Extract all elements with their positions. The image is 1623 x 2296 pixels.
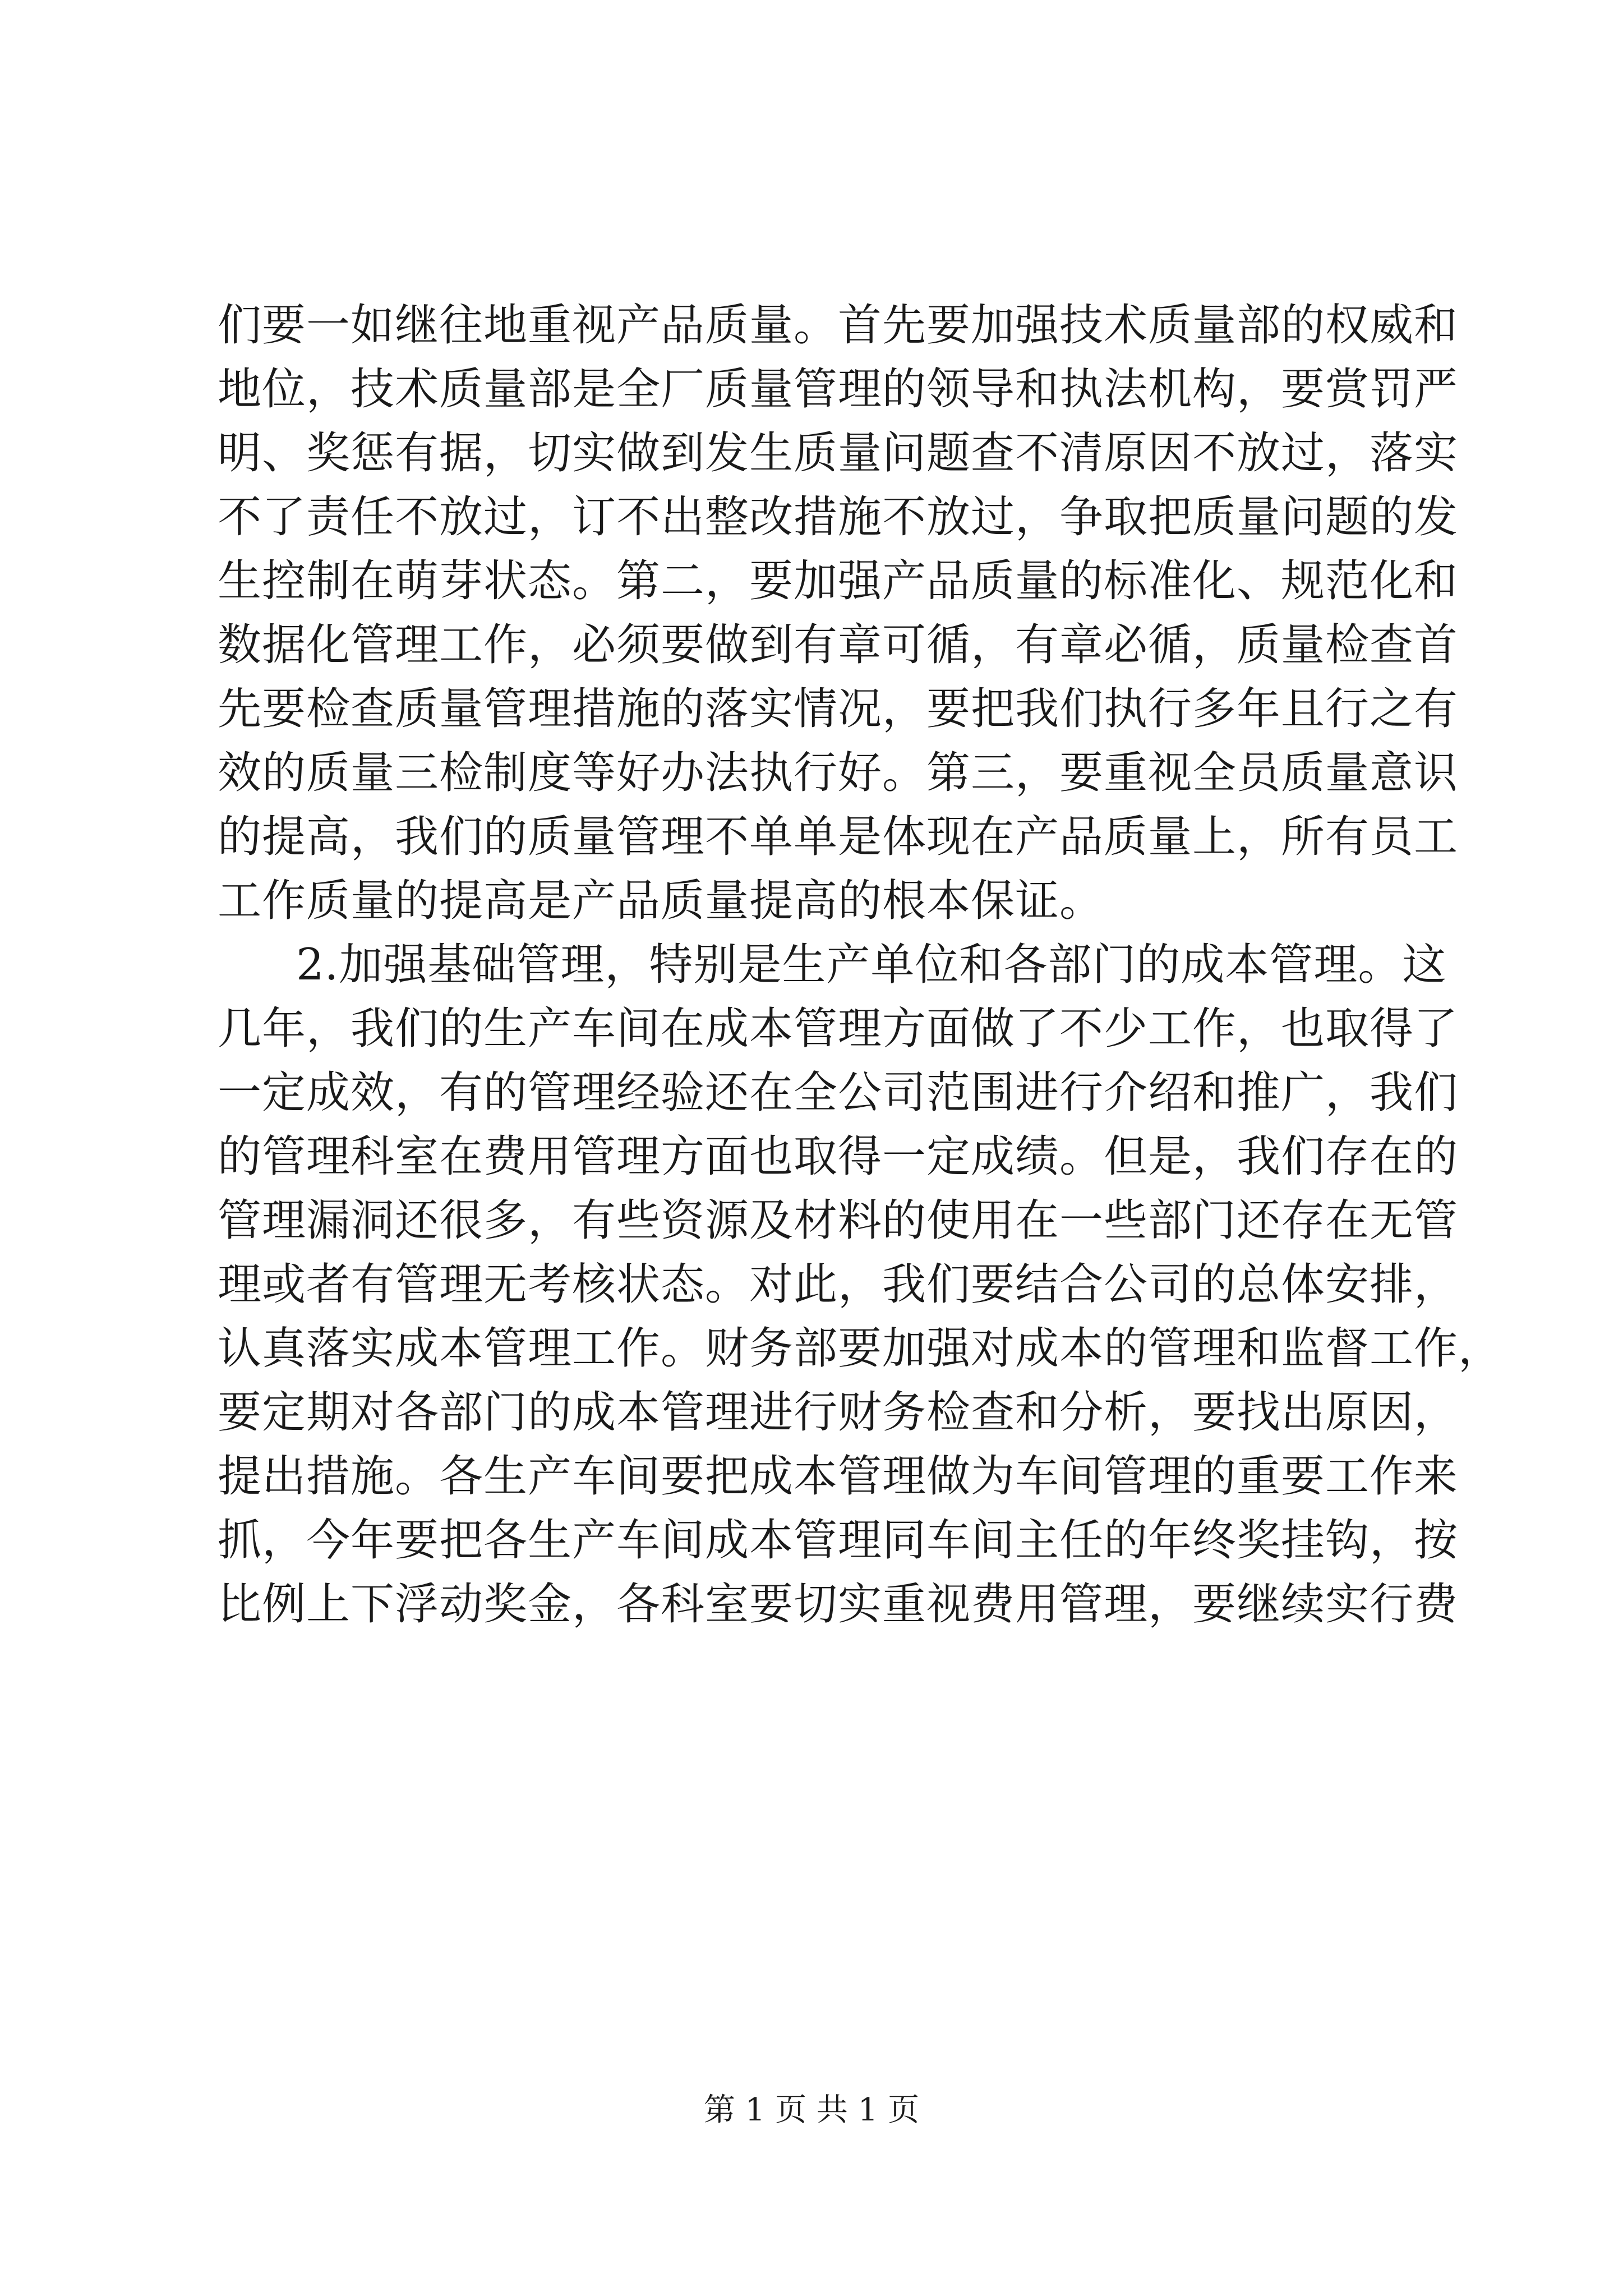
body-text-line: 地位，技术质量部是全厂质量管理的领导和执法机构，要赏罚严 (218, 364, 1459, 415)
body-text-line: 管理漏洞还很多，有些资源及材料的使用在一些部门还存在无管 (218, 1195, 1459, 1246)
body-text-line: 们要一如继往地重视产品质量。首先要加强技术质量部的权威和 (218, 300, 1459, 351)
body-text-line: 不了责任不放过，订不出整改措施不放过，争取把质量问题的发 (218, 492, 1459, 542)
body-text-line: 的管理科室在费用管理方面也取得一定成绩。但是，我们存在的 (218, 1131, 1459, 1182)
body-text-line: 理或者有管理无考核状态。对此，我们要结合公司的总体安排， (218, 1259, 1459, 1310)
body-text-line: 一定成效，有的管理经验还在全公司范围进行介绍和推广，我们 (218, 1068, 1459, 1118)
body-text-line: 的提高，我们的质量管理不单单是体现在产品质量上，所有员工 (218, 812, 1459, 862)
page-number-footer: 第 1 页 共 1 页 (703, 2092, 920, 2128)
body-text-line: 工作质量的提高是产品质量提高的根本保证。 (218, 876, 1104, 926)
paragraph-first-line: 2.加强基础管理，特别是生产单位和各部门的成本管理。这 (296, 940, 1447, 990)
body-text-line: 要定期对各部门的成本管理进行财务检查和分析，要找出原因， (218, 1387, 1459, 1438)
body-text-line: 效的质量三检制度等好办法执行好。第三，要重视全员质量意识 (218, 748, 1459, 798)
body-text-line: 生控制在萌芽状态。第二，要加强产品质量的标准化、规范化和 (218, 556, 1459, 606)
body-text-line: 数据化管理工作，必须要做到有章可循，有章必循，质量检查首 (218, 620, 1459, 670)
body-text-line: 抓，今年要把各生产车间成本管理同车间主任的年终奖挂钩，按 (218, 1515, 1459, 1566)
body-text-line: 认真落实成本管理工作。财务部要加强对成本的管理和监督工作， (218, 1323, 1503, 1374)
body-text-line: 几年，我们的生产车间在成本管理方面做了不少工作，也取得了 (218, 1004, 1459, 1054)
body-text-line: 比例上下浮动奖金，各科室要切实重视费用管理，要继续实行费 (218, 1579, 1459, 1630)
body-text-line: 提出措施。各生产车间要把成本管理做为车间管理的重要工作来 (218, 1451, 1459, 1502)
body-text-line: 先要检查质量管理措施的落实情况，要把我们执行多年且行之有 (218, 684, 1459, 734)
body-text-line: 明、奖惩有据，切实做到发生质量问题查不清原因不放过，落实 (218, 428, 1459, 478)
